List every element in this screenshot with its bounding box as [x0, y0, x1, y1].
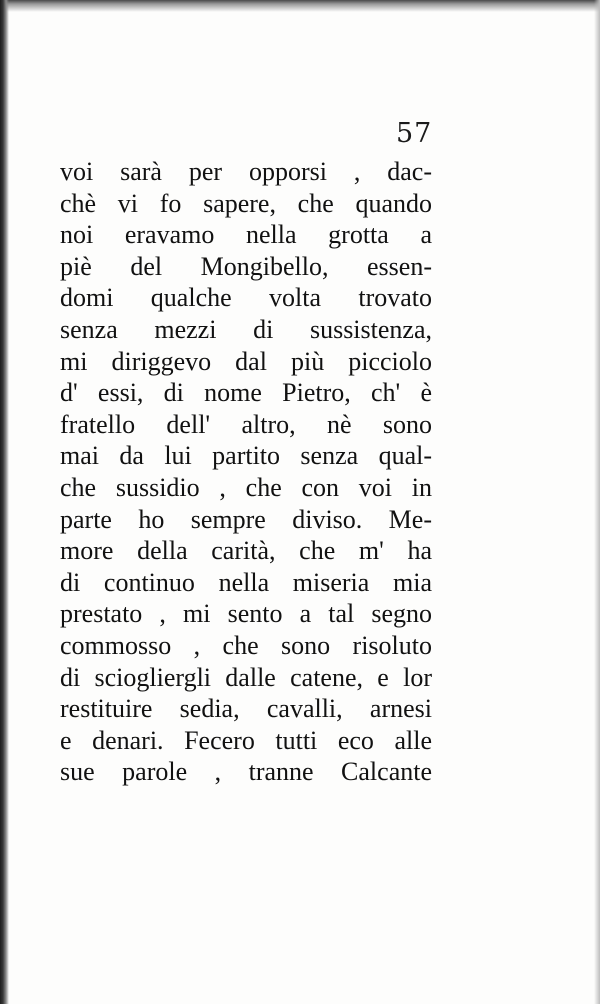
- text-line: di continuo nella miseria mia: [60, 567, 432, 597]
- scan-top-edge: [0, 0, 600, 12]
- text-line: voi sarà per opporsi , dac-: [60, 157, 432, 186]
- text-line: d' essi, di nome Pietro, ch' è: [60, 378, 432, 408]
- text-line: restituire sedia, cavalli, arnesi: [60, 694, 432, 724]
- text-line: sue parole , tranne Calcante: [60, 757, 432, 787]
- text-line: di sciogliergli dalle catene, e lor: [60, 662, 432, 692]
- text-line: prestato , mi sento a tal segno: [60, 599, 432, 629]
- text-line: domi qualche volta trovato: [60, 283, 432, 313]
- body-text: [60, 156, 432, 788]
- text-line: mai da lui partito senza qual-: [60, 441, 432, 471]
- text-line: commosso , che sono risoluto: [60, 630, 432, 660]
- text-line: e denari. Fecero tutti eco alle: [60, 725, 432, 755]
- text-line: senza mezzi di sussistenza,: [60, 314, 432, 344]
- text-line: chè vi fo sapere, che quando: [60, 188, 432, 218]
- text-line: che sussidio , che con voi in: [60, 472, 432, 502]
- text-line: mi diriggevo dal più picciolo: [60, 346, 432, 376]
- text-line: fratello dell' altro, nè sono: [60, 409, 432, 439]
- text-line: more della carità, che m' ha: [60, 536, 432, 566]
- text-line: noi eravamo nella grotta a: [60, 220, 432, 250]
- text-line: parte ho sempre diviso. Me-: [60, 504, 432, 534]
- page-number: 57: [396, 118, 433, 149]
- text-line: piè del Mongibello, essen-: [60, 251, 432, 281]
- scan-right-edge: [594, 0, 600, 1004]
- binding-edge: [0, 0, 9, 1004]
